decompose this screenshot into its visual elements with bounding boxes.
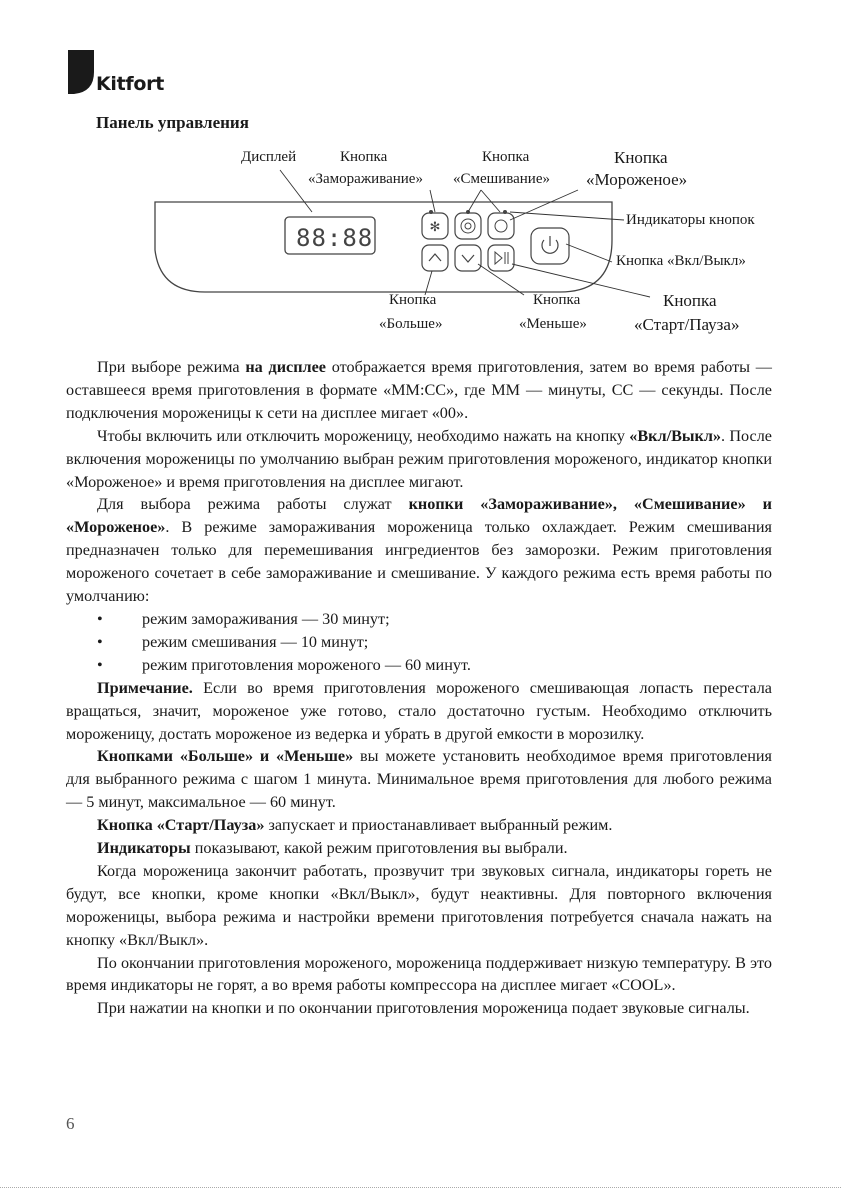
paragraph: При нажатии на кнопки и по окончании приготовления мороженица подает звуковые сигналы.	[97, 999, 750, 1018]
label-freeze-2: «Замораживание»	[308, 171, 423, 187]
paragraph-note: Примечание. Если во время приготовления мороженого смешивающая лопасть перестала вращаться, значит, мороженое уже готово, стало достаточно густым. Необходимо отключить мороженицу, достать мороженое из ведерка и убрать в другой емкости в морозилку.	[66, 678, 772, 743]
default-times-list	[66, 608, 772, 677]
paragraph: Индикаторы показывают, какой режим приготовления вы выбрали.	[97, 839, 568, 858]
paragraph: Для выбора режима работы служат кнопки «Замораживание», «Смешивание» и «Мороженое». В режиме замораживания мороженица только охлаждает. Режим смешивания предназначен только для перемешивания ингредиентов без заморозки. Режим приготовления мороженого сочетает в себе замораживание и смешивание. У каждого режима есть время работы по умолчанию:	[66, 495, 772, 606]
label-startpause-1: Кнопка	[663, 291, 717, 310]
label-more-2: «Больше»	[379, 316, 443, 332]
paragraph: Когда мороженица закончит работать, прозвучит три звуковых сигнала, индикаторы гореть не будут, все кнопки, кроме кнопки «Вкл/Выкл», будут неактивны. Для повторного включения мороженицы, выбора режима и настройки времени приготовления потребуется сначала нажать на кнопку «Вкл/Выкл».	[66, 861, 772, 949]
start-pause-button	[488, 245, 514, 271]
body-text	[66, 356, 772, 1020]
page-number: 6	[66, 1114, 75, 1133]
label-less-2: «Меньше»	[519, 316, 587, 332]
label-power: Кнопка «Вкл/Выкл»	[616, 253, 746, 269]
paragraph: Чтобы включить или отключить мороженицу, необходимо нажать на кнопку «Вкл/Выкл». После включения мороженицы по умолчанию выбран режим приготовления мороженого, индикатор кнопки «Мороженое» и время приготовления на дисплее мигают.	[66, 426, 772, 491]
paragraph: По окончании приготовления мороженого, мороженица поддерживает низкую температуру. В это время индикаторы не горят, а во время работы компрессора на дисплее мигает «COOL».	[66, 953, 772, 995]
brand-name: Kitfort	[96, 73, 164, 95]
control-panel-diagram	[0, 140, 841, 340]
label-display: Дисплей	[241, 149, 297, 165]
label-mix-2: «Смешивание»	[453, 171, 550, 187]
label-icecream-2: «Мороженое»	[586, 170, 688, 189]
label-startpause-2: «Старт/Пауза»	[634, 315, 740, 334]
less-button	[455, 245, 481, 271]
label-freeze-1: Кнопка	[340, 149, 388, 165]
more-button	[422, 245, 448, 271]
paragraph: При выборе режима на дисплее отображается время приготовления, затем во время работы — оставшееся время приготовления в формате «ММ:СС», где ММ — минуты, СС — секунды. После подключения мороженицы к сети на дисплее мигает «00».	[66, 358, 772, 422]
section-title: Панель управления	[96, 113, 249, 132]
mix-button	[455, 213, 481, 239]
bottom-divider	[0, 1187, 841, 1189]
icecream-button	[488, 213, 514, 239]
label-mix-1: Кнопка	[482, 149, 530, 165]
label-more-1: Кнопка	[389, 292, 437, 308]
paragraph: Кнопками «Больше» и «Меньше» вы можете установить необходимое время приготовления для выбранного режима с шагом 1 минута. Минимальное время приготовления для любого режима — 5 минут, максимальное — 60 минут.	[66, 747, 772, 812]
list-item: • режим смешивания — 10 минут;	[97, 632, 369, 651]
label-icecream-1: Кнопка	[614, 148, 668, 167]
list-item: • режим приготовления мороженого — 60 минут.	[97, 655, 471, 674]
list-item: • режим замораживания — 30 минут;	[97, 609, 390, 628]
label-less-1: Кнопка	[533, 292, 581, 308]
svg-text:✻: ✻	[429, 220, 441, 235]
paragraph: Кнопка «Старт/Пауза» запускает и приостанавливает выбранный режим.	[97, 816, 613, 835]
display-digits: 88:88	[296, 224, 374, 252]
label-indicators: Индикаторы кнопок	[626, 212, 755, 228]
